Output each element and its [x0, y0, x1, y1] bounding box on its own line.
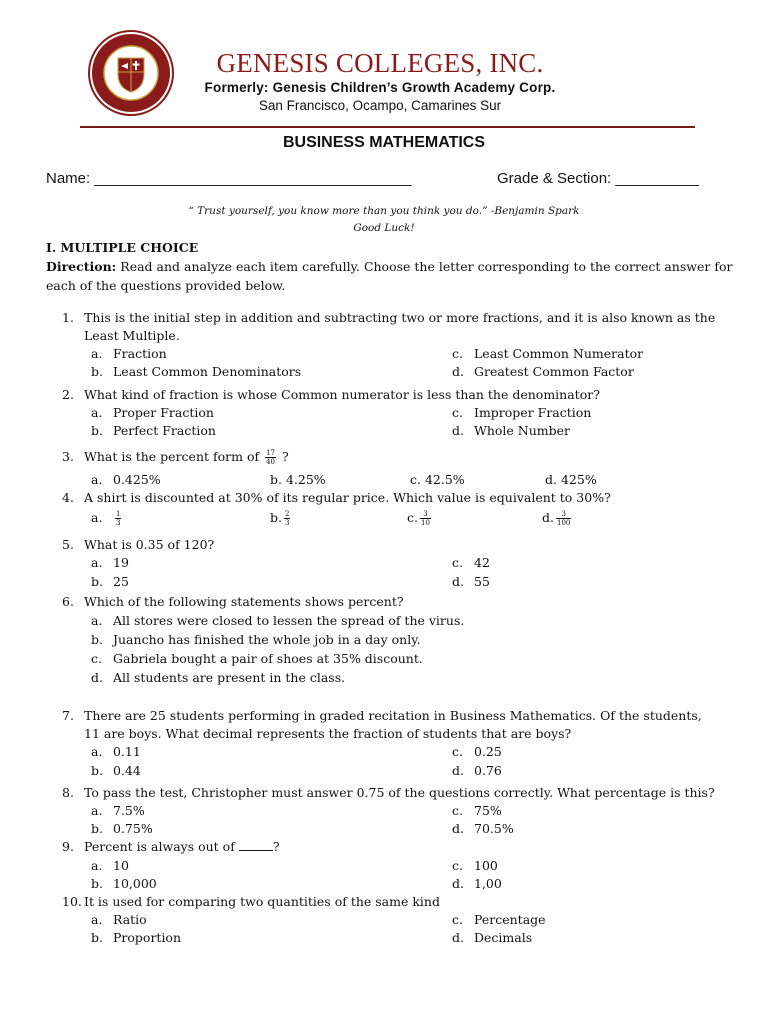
question-text: Percent is always out of ?	[84, 839, 280, 854]
question-text: It is used for comparing two quantities of the same kind	[84, 894, 440, 909]
option-b: b. 0.75%	[91, 821, 153, 836]
header-divider	[80, 126, 695, 128]
name-blank: ______________________________________	[94, 170, 412, 187]
question-text: This is the initial step in addition and subtracting two or more fractions, and it is also known as the Least Multiple.	[84, 310, 716, 343]
grade-blank: __________	[615, 170, 699, 187]
answer-blank	[239, 850, 273, 851]
option-b: b. 0.44	[91, 763, 141, 778]
grade-label: Grade & Section:	[497, 170, 612, 187]
option-d: d. 0.76	[452, 763, 502, 778]
name-field	[46, 170, 411, 187]
option-c: c. Least Common Numerator	[452, 346, 644, 361]
option-a: a. 19	[91, 555, 129, 570]
fraction-17-40: $\frac{17}{40}$	[266, 449, 276, 466]
question-text: What kind of fraction is whose Common numerator is less than the denominator?	[84, 387, 600, 402]
college-seal-logo	[88, 30, 174, 116]
question-number: 9.	[62, 839, 74, 854]
option-d: d. 55	[452, 574, 490, 589]
grade-section-field	[497, 170, 699, 187]
question-number: 5.	[62, 537, 74, 552]
option-a: a. 7.5%	[91, 803, 145, 818]
option-a: a. 10	[91, 858, 129, 873]
question-text: What is 0.35 of 120?	[84, 537, 215, 552]
option-b: b. Least Common Denominators	[91, 364, 302, 379]
option-d: d. Decimals	[452, 930, 533, 945]
school-address: San Francisco, Ocampo, Camarines Sur	[258, 98, 502, 113]
question-number: 10.	[62, 894, 82, 909]
option-b: b. Juancho has finished the whole job in a day only.	[91, 632, 421, 647]
option-a: a. All stores were closed to lessen the spread of the virus.	[91, 613, 465, 628]
option-a: a. 0.11	[91, 744, 141, 759]
option-d: d. Whole Number	[452, 423, 571, 438]
option-d: d. 1,00	[452, 876, 502, 891]
option-a: a. Fraction	[91, 346, 167, 361]
question-text: Which of the following statements shows percent?	[84, 594, 404, 609]
question-number: 6.	[62, 594, 74, 609]
question-number: 1.	[62, 310, 74, 325]
option-d: d. $\frac{3}{100}$	[542, 510, 571, 527]
option-c: c. 42.5%	[410, 472, 465, 487]
school-name: GENESIS COLLEGES, INC.	[216, 48, 544, 78]
option-d: d. All students are present in the class.	[91, 670, 346, 685]
question-text: What is the percent form of $\frac{17}{40}$ ?	[84, 449, 289, 466]
section-title: I. MULTIPLE CHOICE	[46, 240, 199, 255]
option-b: b. Perfect Fraction	[91, 423, 216, 438]
direction-label: Direction:	[46, 259, 117, 274]
directions	[46, 257, 736, 295]
option-c: c. 42	[452, 555, 490, 570]
question-text: A shirt is discounted at 30% of its regular price. Which value is equivalent to 30%?	[84, 490, 611, 505]
good-luck-text: Good Luck!	[353, 222, 415, 234]
subject-title: BUSINESS MATHEMATICS	[282, 134, 486, 151]
option-c: c. Gabriela bought a pair of shoes at 35% discount.	[91, 651, 423, 666]
option-c: c. 0.25	[452, 744, 502, 759]
option-a: a. 0.425%	[91, 472, 161, 487]
option-a: a. $\frac{1}{3}$	[91, 510, 121, 527]
question-number: 3.	[62, 449, 74, 464]
direction-text: Read and analyze each item carefully. Choose the letter corresponding to the correct answer for each of the questions provided below.	[46, 259, 733, 293]
question-text: To pass the test, Christopher must answer 0.75 of the questions correctly. What percentage is this?	[84, 785, 715, 800]
option-b: b. 4.25%	[270, 472, 326, 487]
question-number: 8.	[62, 785, 74, 800]
former-name: Formerly: Genesis Children’s Growth Academy Corp.	[204, 80, 556, 95]
option-d: d. 70.5%	[452, 821, 514, 836]
option-c: c. 75%	[452, 803, 502, 818]
option-b: b. 10,000	[91, 876, 157, 891]
option-b: b. 25	[91, 574, 129, 589]
question-number: 4.	[62, 490, 74, 505]
option-c: c. $\frac{3}{10}$	[407, 510, 430, 527]
question-text: There are 25 students performing in graded recitation in Business Mathematics. Of the students, 11 are boys. What decimal represents the fraction of students that are boys?	[84, 708, 702, 741]
motivational-quote: “ Trust yourself, you know more than you think you do.” -Benjamin Spark	[188, 205, 580, 217]
option-a: a. Proper Fraction	[91, 405, 214, 420]
option-c: c. Improper Fraction	[452, 405, 592, 420]
option-c: c. 100	[452, 858, 498, 873]
question-number: 7.	[62, 708, 74, 723]
option-b: b. Proportion	[91, 930, 182, 945]
name-label: Name:	[46, 170, 91, 187]
question-number: 2.	[62, 387, 74, 402]
option-a: a. Ratio	[91, 912, 147, 927]
option-d: d. 425%	[545, 472, 597, 487]
option-c: c. Percentage	[452, 912, 546, 927]
option-d: d. Greatest Common Factor	[452, 364, 634, 379]
option-b: b. $\frac{2}{3}$	[270, 510, 290, 527]
